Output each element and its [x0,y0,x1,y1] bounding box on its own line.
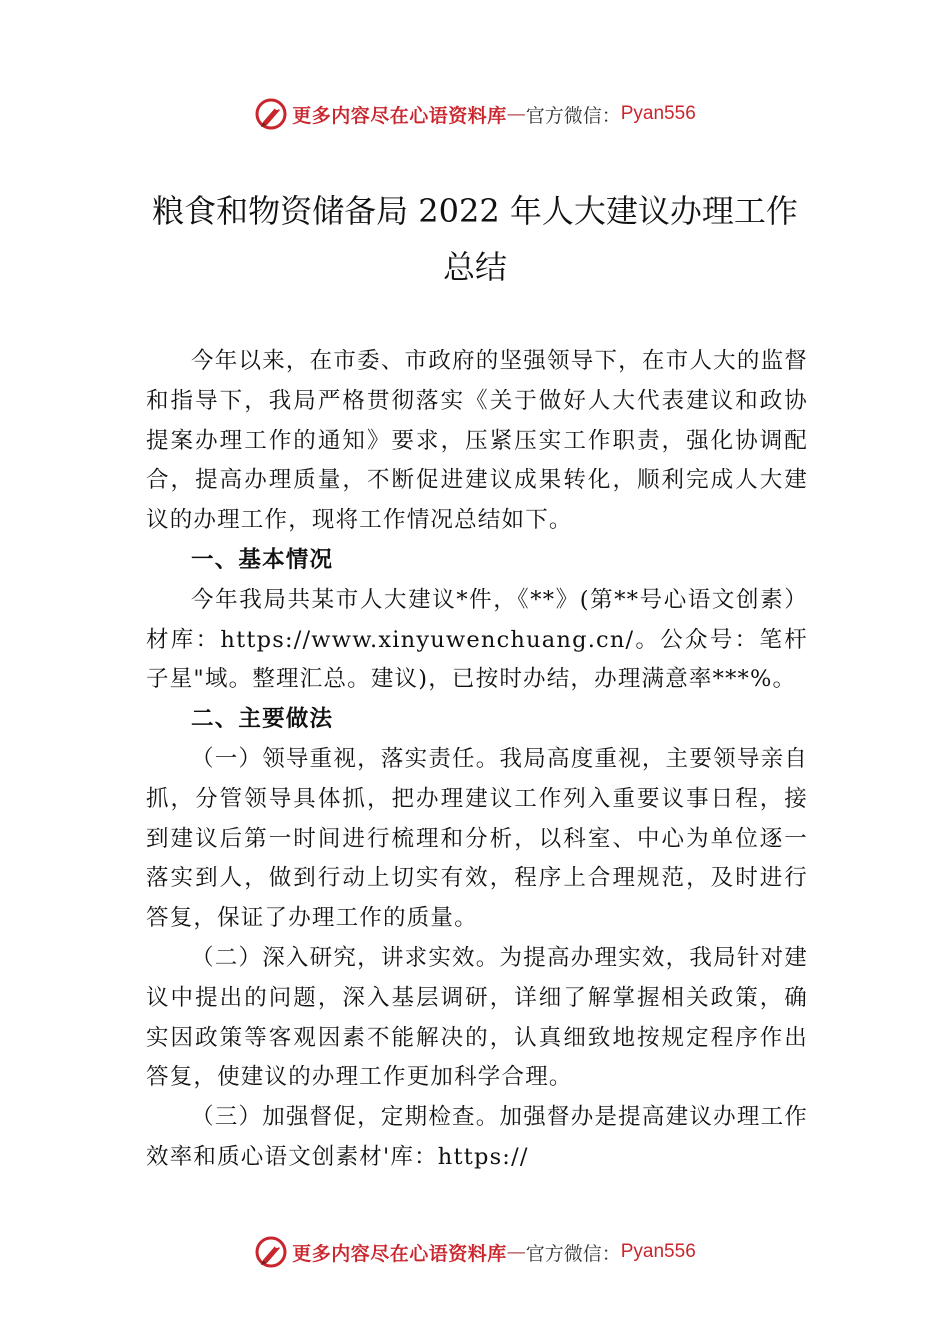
banner-promo-text: 更多内容尽在心语资料库 [292,1242,507,1265]
pen-logo-icon [254,1235,288,1269]
document-body [146,342,808,1178]
section-heading-basic: 一、基本情况 [191,546,334,573]
banner-wechat-account: Pyan556 [620,103,696,124]
method-paragraph-3: （三）加强督促，定期检查。加强督办是提高建议办理工作效率和质心语文创素材'库：https:// [146,1104,808,1170]
banner-wechat-account: Pyan556 [620,1241,696,1262]
section-heading-methods: 二、主要做法 [191,706,334,733]
banner-wechat-label: 官方微信： [525,1242,621,1265]
header-banner[interactable] [0,94,950,134]
banner-promo-text: 更多内容尽在心语资料库 [292,104,507,127]
document-title: 粮食和物资储备局 2022 年人大建议办理工作总结 [152,192,798,286]
basic-situation-paragraph: 今年我局共某市人大建议*件，《**》(第**号心语文创素）材库：https://www.xinyuwenchuang.cn/。公众号：笔杆子星"域。整理汇总。建议)，已按时办结，办理满意率***%。 [146,586,808,693]
banner-wechat-label: 官方微信： [525,104,621,127]
banner-separator: — [506,1241,526,1263]
pen-logo-icon [254,97,288,131]
banner-separator: — [506,103,526,125]
method-paragraph-2: （二）深入研究，讲求实效。为提高办理实效，我局针对建议中提出的问题，深入基层调研，详细了解掌握相关政策，确实因政策等客观因素不能解决的，认真细致地按规定程序作出答复，使建议的办理工作更加科学合理。 [146,944,808,1091]
method-paragraph-1: （一）领导重视，落实责任。我局高度重视，主要领导亲自抓，分管领导具体抓，把办理建议工作列入重要议事日程，接到建议后第一时间进行梳理和分析，以科室、中心为单位逐一落实到人，做到行动上切实有效，程序上合理规范，及时进行答复，保证了办理工作的质量。 [146,745,808,932]
intro-paragraph: 今年以来，在市委、市政府的坚强领导下，在市人大的监督和指导下，我局严格贯彻落实《关于做好人大代表建议和政协提案办理工作的通知》要求，压紧压实工作职责，强化协调配合，提高办理质量，不断促进建议成果转化，顺利完成人大建议的办理工作，现将工作情况总结如下。 [146,348,808,534]
footer-banner[interactable] [0,1232,950,1272]
